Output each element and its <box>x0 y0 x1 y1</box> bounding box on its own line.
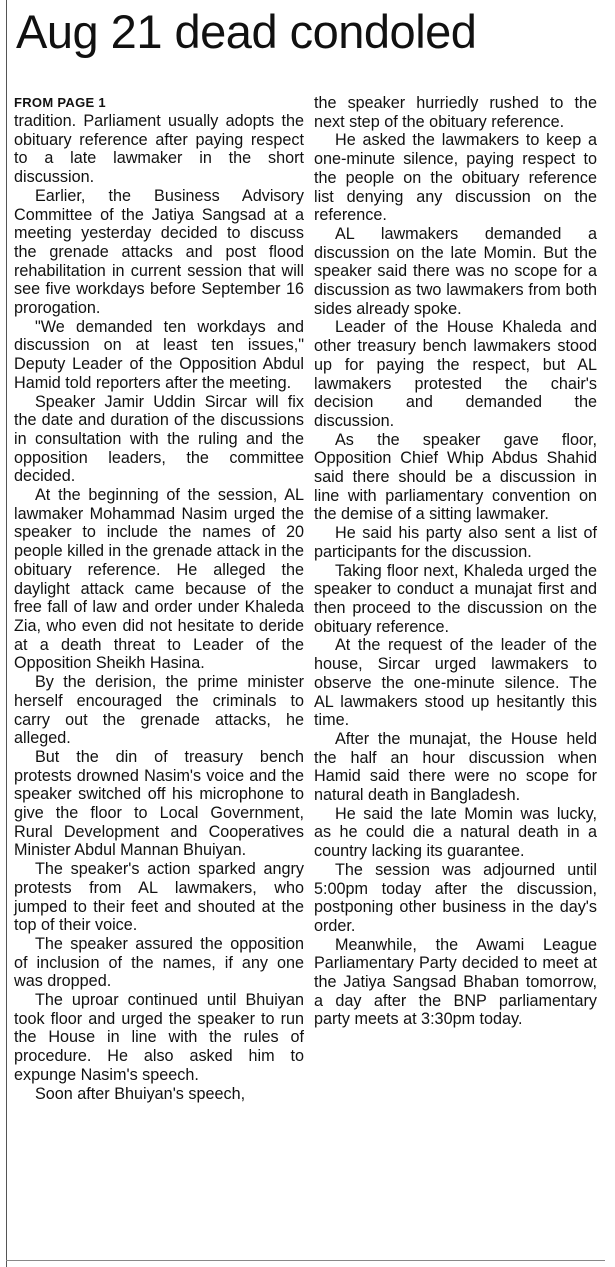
article-column-right <box>314 94 597 1029</box>
headline: Aug 21 dead condoled <box>16 5 477 58</box>
paragraph: After the munajat, the House held the half an hour discussion when Hamid said there were no scope for natural death in Bangladesh. <box>314 729 597 805</box>
paragraph: the speaker hurriedly rushed to the next step of the obituary reference. <box>314 94 597 131</box>
column-rule <box>6 0 7 1267</box>
paragraph: Leader of the House Khaleda and other treasury bench lawmakers stood up for paying the respect, but AL lawmakers protested the chair's decision and demanded the discussion. <box>314 318 597 430</box>
paragraph: "We demanded ten workdays and discussion on at least ten issues," Deputy Leader of the Opposition Abdul Hamid told reporters after the meeting. <box>14 317 304 392</box>
paragraph: tradition. Parliament usually adopts the obituary reference after paying respect to a late lawmaker in the short discussion. <box>14 112 304 187</box>
paragraph: Soon after Bhuiyan's speech, <box>35 1084 246 1103</box>
paragraph: Speaker Jamir Uddin Sircar will fix the date and duration of the discussions in consultation with the ruling and the opposition leaders, the committee decided. <box>14 392 304 486</box>
paragraph: By the derision, the prime minister herself encouraged the criminals to carry out the grenade attacks, he alleged. <box>14 673 304 748</box>
paragraph: At the request of the leader of the house, Sircar urged lawmakers to observe the one-minute silence. The AL lawmakers stood up hesitantly this time. <box>314 636 597 730</box>
bottom-rule <box>6 1260 605 1261</box>
paragraph: The speaker assured the opposition of inclusion of the names, if any one was dropped. <box>14 934 304 991</box>
paragraph: Earlier, the Business Advisory Committee of the Jatiya Sangsad at a meeting yesterday decided to discuss the grenade attacks and post flood rehabilitation in current session that will see five workdays before September 16 prorogation. <box>14 186 304 318</box>
paragraph: He said his party also sent a list of participants for the discussion. <box>314 524 597 561</box>
kicker: FROM PAGE 1 <box>14 95 106 110</box>
paragraph: The session was adjourned until 5:00pm today after the discussion, postponing other business in the day's order. <box>314 860 597 935</box>
paragraph: He asked the lawmakers to keep a one-minute silence, paying respect to the people on the obituary reference list denying any discussion on the reference. <box>314 131 597 225</box>
paragraph: Taking floor next, Khaleda urged the speaker to conduct a munajat first and then proceed to the discussion on the obituary reference. <box>314 561 597 636</box>
paragraph: AL lawmakers demanded a discussion on the late Momin. But the speaker said there was no scope for a discussion as two lawmakers from both sides already spoke. <box>314 224 597 318</box>
paragraph: The speaker's action sparked angry protests from AL lawmakers, who jumped to their feet and shouted at the top of their voice. <box>14 860 304 935</box>
paragraph: At the beginning of the session, AL lawmaker Mohammad Nasim urged the speaker to include the names of 20 people killed in the grenade attack in the obituary reference. He alleged the daylight attack came because of the free fall of law and order under Khaleda Zia, who even did not hesitate to deride at a death threat to Leader of the Opposition Sheikh Hasina. <box>14 486 304 673</box>
paragraph: The uproar continued until Bhuiyan took floor and urged the speaker to run the House in line with the rules of procedure. He also asked him to expunge Nasim's speech. <box>14 991 304 1084</box>
paragraph: He said the late Momin was lucky, as he could die a natural death in a country lacking its guarantee. <box>314 804 597 861</box>
paragraph: As the speaker gave floor, Opposition Chief Whip Abdus Shahid said there should be a discussion in line with parliamentary convention on the demise of a sitting lawmaker. <box>314 430 597 524</box>
article-column-left <box>14 94 304 1103</box>
paragraph: Meanwhile, the Awami League Parliamentary Party decided to meet at the Jatiya Sangsad Bhaban tomorrow, a day after the BNP parliamentary party meets at 3:30pm today. <box>314 935 597 1029</box>
paragraph: But the din of treasury bench protests drowned Nasim's voice and the speaker switched off his microphone to give the floor to Local Government, Rural Development and Cooperatives Minister Abdul Mannan Bhuiyan. <box>14 747 304 860</box>
